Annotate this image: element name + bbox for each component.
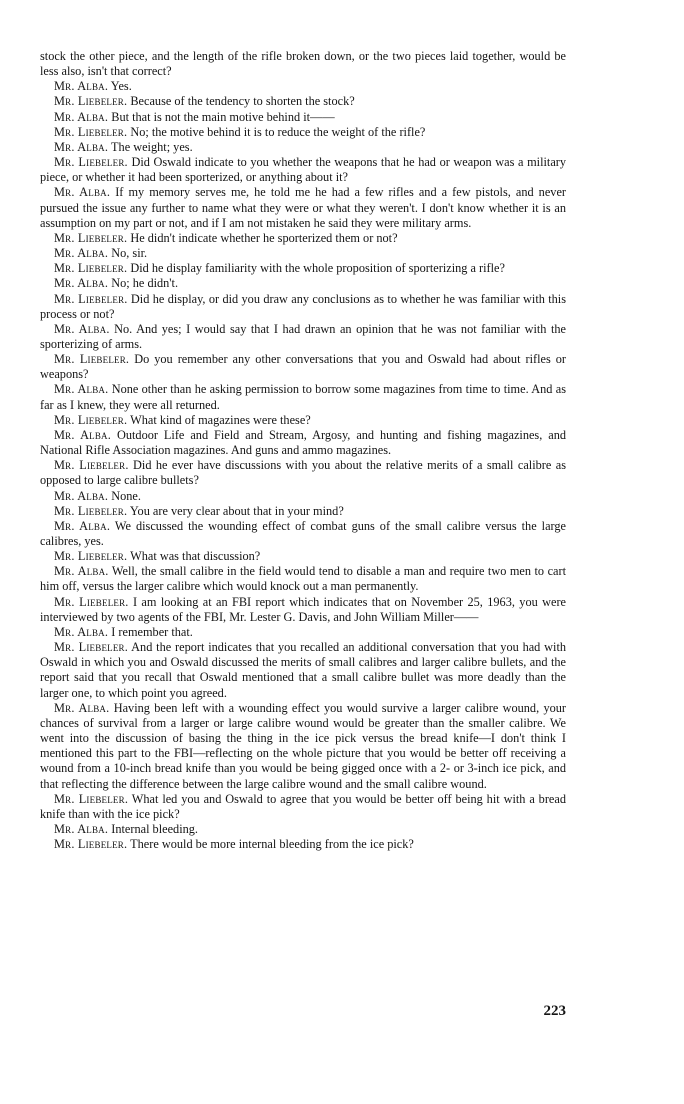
speaker-label: Mr. Liebeler. — [54, 594, 129, 609]
speaker-label: Mr. Alba. — [54, 79, 109, 94]
paragraph-text: Outdoor Life and Field and Stream, Argosy, and hunting and fishing magazines, and National Rifle Association magazines. And guns and ammo magazines. — [40, 427, 566, 458]
transcript-paragraph — [40, 140, 566, 155]
transcript-paragraph — [40, 185, 566, 230]
speaker-label: Mr. Liebeler. — [54, 155, 128, 170]
paragraph-text: I am looking at an FBI report which indicates that on November 25, 1963, you were interviewed by two agents of the FBI, Mr. Lester G. Davis, and John William Miller—— — [40, 594, 567, 624]
paragraph-text: Did he ever have discussions with you about the relative merits of a small calibre as opposed to large calibre bullets? — [40, 458, 566, 488]
transcript-paragraph — [40, 322, 566, 352]
speaker-label: Mr. Alba. — [54, 624, 109, 639]
speaker-label: Mr. Liebeler. — [54, 503, 128, 518]
transcript-page — [40, 49, 566, 852]
speaker-label: Mr. Alba. — [54, 139, 109, 154]
transcript-paragraph — [40, 701, 566, 792]
transcript-paragraph — [40, 489, 566, 504]
paragraph-text: And the report indicates that you recalled an additional conversation that you had with Oswald in which you and Oswald discussed the merits of small calibres and larger calibre bullets, and the report said that you recall that Oswald mentioned that a small calibre bullet was more deadly than the larger one, to which point you agreed. — [40, 640, 567, 700]
paragraph-text: No; he didn't. — [111, 276, 179, 291]
paragraph-text: But that is not the main motive behind it—— — [111, 109, 335, 124]
paragraph-text: He didn't indicate whether he sporterized them or not? — [130, 230, 398, 245]
speaker-label: Mr. Alba. — [54, 246, 109, 261]
speaker-label: Mr. Liebeler. — [54, 230, 128, 245]
speaker-label: Mr. Liebeler. — [54, 94, 128, 109]
speaker-label: Mr. Liebeler. — [54, 291, 128, 306]
transcript-paragraph — [40, 231, 566, 246]
paragraph-text: Did he display, or did you draw any conclusions as to whether he was familiar with this process or not? — [40, 291, 567, 321]
page-number: 223 — [543, 1003, 566, 1019]
paragraph-text: What led you and Oswald to agree that you would be better off being hit with a bread knife than with the ice pick? — [40, 791, 566, 821]
speaker-label: Mr. Liebeler. — [54, 640, 129, 655]
transcript-paragraph — [40, 246, 566, 261]
paragraph-text: Having been left with a wounding effect you would survive a larger calibre wound, your chances of survival from a larger or large calibre wound would be greater than the smaller calibre. We went into the discussion of basing the thing in the ice pick versus the bread knife—I don't think I mentioned this part to the FBI—reflecting on the whole picture that you would be better off receiving a wound from a 10-inch bread knife than you would be being gigged once with a 2- or 3-inch ice pick, and that reflecting the difference between the large calibre wound and the small calibre wound. — [40, 700, 566, 791]
paragraph-text: Did Oswald indicate to you whether the weapons that he had or weapon was a military piece, or whether it had been sporterized, or anything about it? — [40, 155, 567, 185]
paragraph-text: Yes. — [110, 79, 132, 94]
speaker-label: Mr. Alba. — [54, 382, 109, 397]
transcript-paragraph — [40, 110, 566, 125]
transcript-paragraph — [40, 837, 566, 852]
speaker-label: Mr. Alba. — [54, 488, 109, 503]
transcript-paragraph — [40, 261, 566, 276]
paragraph-text: I remember that. — [111, 624, 193, 639]
transcript-paragraph — [40, 155, 566, 185]
transcript-paragraph — [40, 49, 566, 79]
speaker-label: Mr. Liebeler. — [54, 261, 128, 276]
speaker-label: Mr. Alba. — [54, 518, 111, 533]
speaker-label: Mr. Alba. — [54, 276, 109, 291]
paragraph-text: What kind of magazines were these? — [130, 412, 311, 427]
speaker-label: Mr. Alba. — [54, 185, 111, 200]
paragraph-text: If my memory serves me, he told me he had a few rifles and a few pistols, and never pursued the issue any further to name what they were or what they weren't. I don't know whether it is an assumption on my part or not, and if I am not mistaken he said they were military arms. — [40, 185, 566, 230]
transcript-paragraph — [40, 504, 566, 519]
speaker-label: Mr. Liebeler. — [54, 837, 128, 852]
speaker-label: Mr. Alba. — [54, 700, 110, 715]
paragraph-text: No; the motive behind it is to reduce the weight of the rifle? — [130, 124, 426, 139]
paragraph-text: stock the other piece, and the length of the rifle broken down, or the two pieces laid together, would be less also, isn't that correct? — [40, 49, 566, 79]
transcript-paragraph — [40, 640, 566, 701]
speaker-label: Mr. Alba. — [54, 427, 112, 442]
transcript-paragraph — [40, 549, 566, 564]
transcript-paragraph — [40, 428, 566, 458]
transcript-paragraph — [40, 94, 566, 109]
paragraph-text: None other than he asking permission to borrow some magazines from time to time. And as far as I knew, they were all returned. — [40, 382, 567, 412]
paragraph-text: None. — [111, 488, 141, 503]
transcript-paragraph — [40, 382, 566, 412]
speaker-label: Mr. Alba. — [54, 321, 110, 336]
paragraph-text: No, sir. — [111, 246, 148, 261]
transcript-paragraph — [40, 413, 566, 428]
transcript-paragraph — [40, 595, 566, 625]
transcript-paragraph — [40, 792, 566, 822]
transcript-paragraph — [40, 519, 566, 549]
paragraph-text: Do you remember any other conversations that you and Oswald had about rifles or weapons? — [40, 352, 567, 382]
speaker-label: Mr. Liebeler. — [54, 791, 129, 806]
transcript-paragraph — [40, 276, 566, 291]
speaker-label: Mr. Liebeler. — [54, 458, 129, 473]
transcript-paragraph — [40, 79, 566, 94]
speaker-label: Mr. Alba. — [54, 109, 109, 124]
transcript-paragraph — [40, 292, 566, 322]
speaker-label: Mr. Liebeler. — [54, 352, 130, 367]
paragraph-text: We discussed the wounding effect of combat guns of the small calibre versus the large calibres, yes. — [40, 518, 567, 548]
transcript-paragraph — [40, 352, 566, 382]
paragraph-text: You are very clear about that in your mind? — [129, 503, 344, 518]
paragraph-text: The weight; yes. — [111, 139, 193, 154]
paragraph-text: Because of the tendency to shorten the stock? — [130, 94, 355, 109]
paragraph-text: Internal bleeding. — [111, 821, 198, 836]
speaker-label: Mr. Alba. — [54, 821, 109, 836]
transcript-paragraph — [40, 564, 566, 594]
paragraph-text: Did he display familiarity with the whole proposition of sporterizing a rifle? — [130, 261, 505, 276]
paragraph-text: There would be more internal bleeding from the ice pick? — [130, 837, 414, 852]
transcript-paragraph — [40, 458, 566, 488]
paragraph-text: No. And yes; I would say that I had drawn an opinion that he was not familiar with the sporterizing of arms. — [40, 321, 566, 351]
paragraph-text: What was that discussion? — [130, 549, 261, 564]
transcript-paragraph — [40, 822, 566, 837]
paragraph-text: Well, the small calibre in the field would tend to disable a man and require two men to cart him off, versus the larger calibre which would knock out a man permanently. — [40, 564, 566, 594]
speaker-label: Mr. Liebeler. — [54, 549, 128, 564]
transcript-paragraph — [40, 625, 566, 640]
speaker-label: Mr. Alba. — [54, 564, 109, 579]
transcript-paragraph — [40, 125, 566, 140]
speaker-label: Mr. Liebeler. — [54, 124, 128, 139]
speaker-label: Mr. Liebeler. — [54, 412, 128, 427]
